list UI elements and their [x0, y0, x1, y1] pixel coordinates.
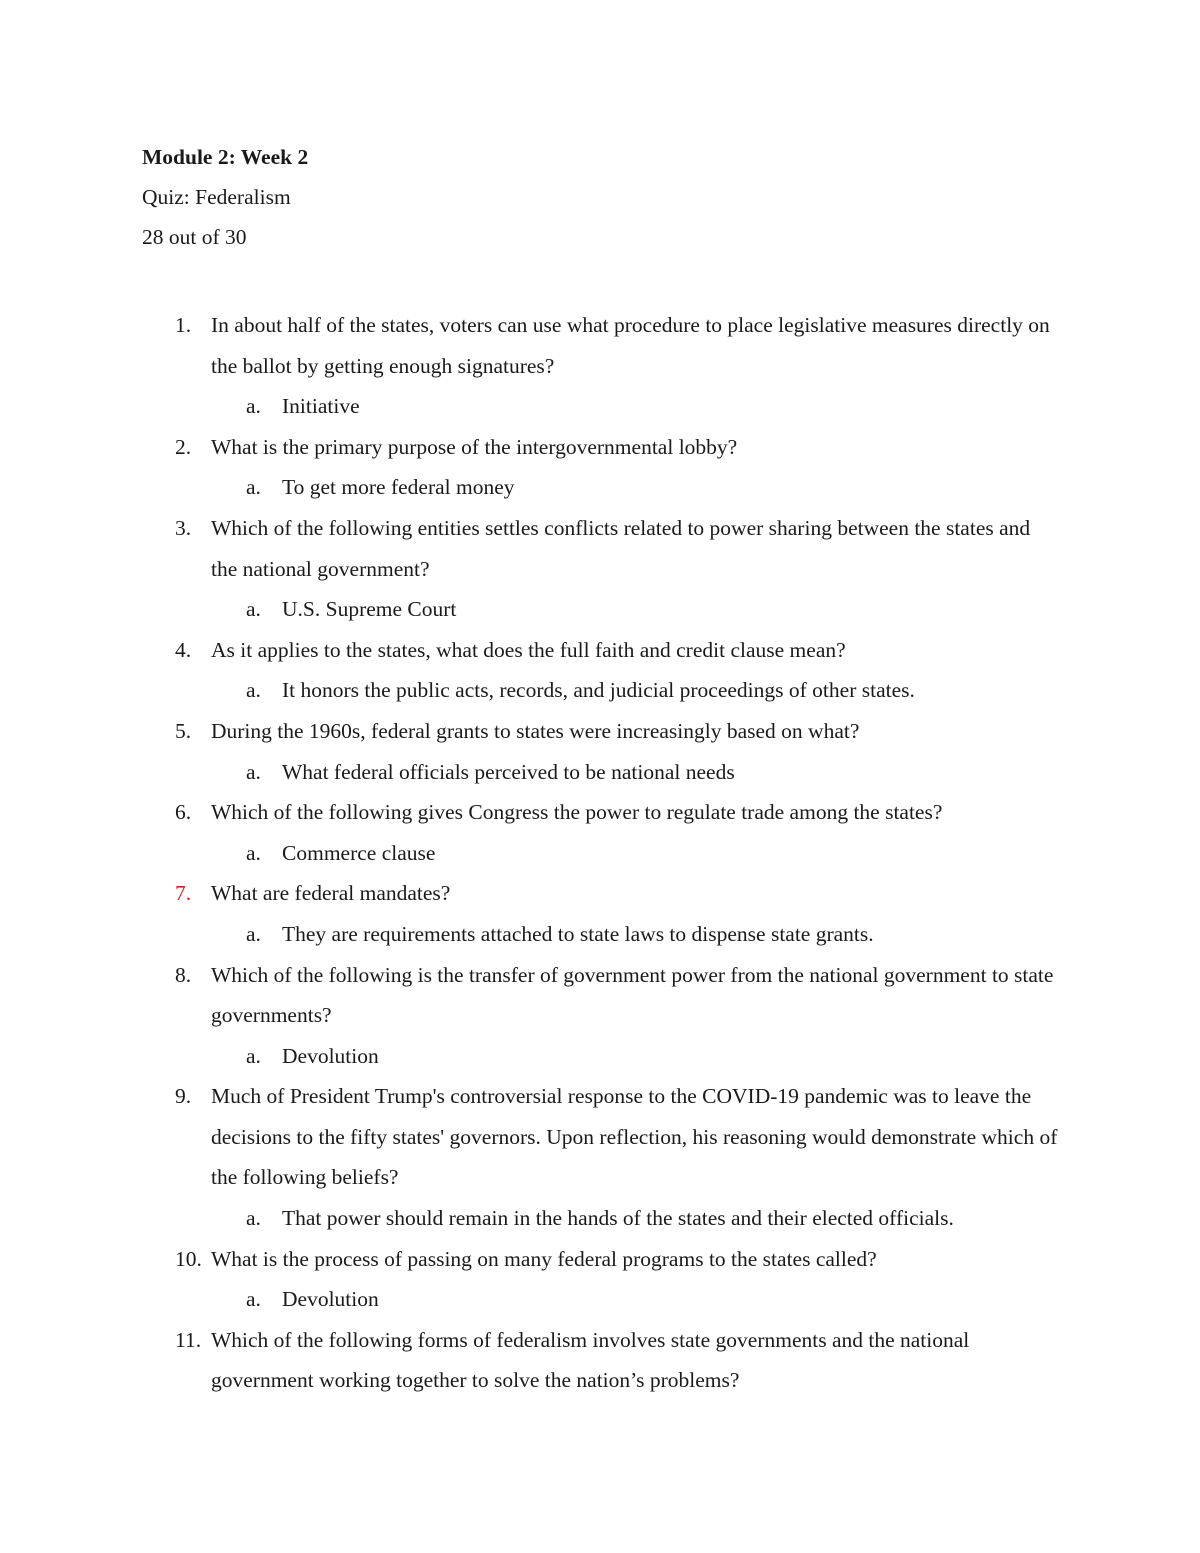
question-text: In about half of the states, voters can use what procedure to place legislative measures directly on the ballot by getting enough signatures? [211, 313, 1050, 378]
answer-text: That power should remain in the hands of the states and their elected officials. [282, 1206, 954, 1231]
answer-letter: a. [246, 597, 261, 622]
answer-item [0, 752, 1200, 793]
question-number: 9. [175, 1084, 192, 1109]
answer-letter: a. [246, 394, 261, 419]
quiz-title: Quiz: Federalism [142, 185, 291, 209]
question-text: Which of the following entities settles conflicts related to power sharing between the states and the national government? [211, 515, 1031, 581]
question-text: As it applies to the states, what does the full faith and credit clause mean? [211, 637, 846, 662]
answer-letter: a. [246, 759, 261, 784]
question-text: During the 1960s, federal grants to states were increasingly based on what? [211, 718, 860, 743]
question-item [0, 305, 1200, 427]
answer-letter: a. [246, 1287, 261, 1312]
answer-text: What federal officials perceived to be national needs [282, 759, 735, 784]
question-item [0, 1320, 1200, 1401]
question-item [0, 1076, 1200, 1238]
question-number-marked-wrong: 7. [175, 881, 192, 906]
answer-letter: a. [246, 475, 261, 500]
answer-letter: a. [246, 921, 261, 946]
answer-text: Devolution [282, 1043, 379, 1068]
question-item [0, 955, 1200, 1077]
question-text: What is the process of passing on many federal programs to the states called? [211, 1246, 877, 1271]
answer-letter: a. [246, 840, 261, 865]
answer-letter: a. [246, 1206, 261, 1231]
question-item [0, 792, 1200, 873]
answer-text: They are requirements attached to state laws to dispense state grants. [282, 921, 874, 946]
question-number: 2. [175, 434, 192, 459]
answer-item [0, 589, 1200, 630]
answer-text: Initiative [282, 394, 360, 419]
question-item [0, 711, 1200, 792]
answer-item [0, 833, 1200, 874]
question-number: 10. [175, 1246, 202, 1271]
answer-item [0, 914, 1200, 955]
question-number: 4. [175, 637, 192, 662]
question-text: Much of President Trump's controversial response to the COVID-19 pandemic was to leave the decisions to the fifty states' governors. Upon reflection, his reasoning would demonstrate which of the following beliefs? [211, 1084, 1058, 1190]
module-heading: Module 2: Week 2 [142, 145, 309, 169]
question-text: Which of the following is the transfer of government power from the national government to state governments? [211, 962, 1054, 1028]
question-item [0, 427, 1200, 508]
question-number: 11. [175, 1327, 202, 1352]
question-item [0, 508, 1200, 630]
question-text: What are federal mandates? [211, 881, 451, 906]
answer-text: To get more federal money [282, 475, 515, 500]
answer-item [0, 1198, 1200, 1239]
answer-text: U.S. Supreme Court [282, 597, 457, 622]
answer-item [0, 467, 1200, 508]
question-list [0, 305, 1200, 1401]
question-item [0, 1239, 1200, 1320]
question-item [0, 630, 1200, 711]
question-text: Which of the following gives Congress the power to regulate trade among the states? [211, 800, 943, 825]
question-number: 8. [175, 962, 192, 987]
answer-text: It honors the public acts, records, and judicial proceedings of other states. [282, 678, 915, 703]
answer-item [0, 386, 1200, 427]
question-text: What is the primary purpose of the intergovernmental lobby? [211, 434, 738, 459]
question-number: 5. [175, 718, 192, 743]
answer-item [0, 1036, 1200, 1077]
question-number: 3. [175, 515, 192, 540]
answer-letter: a. [246, 678, 261, 703]
answer-letter: a. [246, 1043, 261, 1068]
answer-text: Commerce clause [282, 840, 436, 865]
question-number: 1. [175, 313, 192, 337]
answer-item [0, 670, 1200, 711]
question-item [0, 873, 1200, 954]
question-number: 6. [175, 800, 192, 825]
answer-text: Devolution [282, 1287, 379, 1312]
question-text: Which of the following forms of federalism involves state governments and the national government working together to solve the nation’s problems? [211, 1327, 970, 1393]
answer-item [0, 1279, 1200, 1320]
quiz-score: 28 out of 30 [142, 225, 247, 249]
